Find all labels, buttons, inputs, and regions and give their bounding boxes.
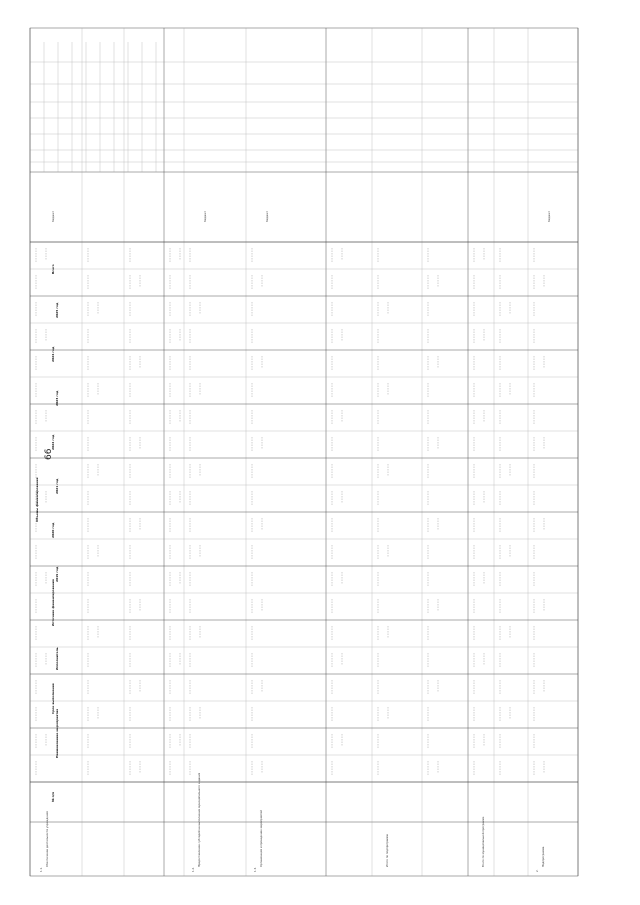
cell-value <box>36 653 46 667</box>
cell-value <box>252 680 262 694</box>
cell-value <box>332 329 342 343</box>
header-label: 2023 год <box>55 390 59 406</box>
cell-value <box>428 275 438 289</box>
cell-value <box>36 572 46 586</box>
cell-value <box>130 437 140 451</box>
header-label: Всего <box>51 264 55 274</box>
cell-value <box>534 275 544 289</box>
rotated-budget-table <box>24 22 584 882</box>
cell-value <box>500 464 510 478</box>
header-label: 2022 год <box>51 434 55 450</box>
cell-value <box>474 491 484 505</box>
cell-value <box>474 248 484 262</box>
cell-value <box>252 275 262 289</box>
row-source: бюджет <box>266 210 269 222</box>
row-source: бюджет <box>52 210 55 222</box>
header-label: Наименование мероприятия <box>55 708 59 758</box>
cell-value <box>190 302 200 316</box>
cell-value <box>474 653 484 667</box>
cell-value <box>36 734 46 748</box>
cell-value <box>534 356 544 370</box>
cell-value <box>190 626 200 640</box>
cell-value <box>428 599 438 613</box>
cell-value <box>252 518 262 532</box>
cell-value <box>378 545 388 559</box>
cell-value <box>170 653 180 667</box>
cell-value <box>428 437 438 451</box>
row-number: 1.1. <box>40 867 43 872</box>
cell-value <box>190 707 200 721</box>
cell-value <box>332 572 342 586</box>
cell-value <box>130 761 140 775</box>
cell-value <box>428 518 438 532</box>
cell-value <box>170 410 180 424</box>
header-label: 2024 год <box>51 346 55 362</box>
cell-value <box>474 410 484 424</box>
cell-value <box>378 626 388 640</box>
row-number: 2. <box>536 869 539 872</box>
cell-value <box>170 572 180 586</box>
cell-value <box>534 518 544 532</box>
row-name: Организация и проведение мероприятий <box>260 810 263 867</box>
cell-value <box>170 491 180 505</box>
cell-value <box>332 248 342 262</box>
cell-value <box>332 410 342 424</box>
cell-value <box>332 491 342 505</box>
row-name: Итого по подпрограмме <box>386 833 389 867</box>
cell-value <box>534 761 544 775</box>
cell-value <box>130 356 140 370</box>
cell-value <box>534 599 544 613</box>
cell-value <box>428 356 438 370</box>
cell-value <box>500 545 510 559</box>
cell-value <box>170 734 180 748</box>
page-number: 66 <box>44 448 54 460</box>
header-label: 2021 год <box>55 478 59 494</box>
cell-value <box>500 707 510 721</box>
row-name: Обеспечение деятельности учреждения <box>46 811 49 867</box>
cell-value <box>378 464 388 478</box>
row-number: 1.2. <box>192 867 195 872</box>
header-label: № п/п <box>51 792 55 802</box>
cell-value <box>88 302 98 316</box>
row-source: бюджет <box>204 210 207 222</box>
cell-value <box>378 302 388 316</box>
cell-value <box>474 734 484 748</box>
cell-value <box>88 545 98 559</box>
cell-value <box>36 329 46 343</box>
header-label: 2025 год <box>55 302 59 318</box>
header-label: Источник финансирования <box>51 579 55 626</box>
cell-value <box>130 275 140 289</box>
cell-value <box>88 464 98 478</box>
cell-value <box>252 437 262 451</box>
cell-value <box>378 707 388 721</box>
cell-value <box>500 626 510 640</box>
cell-value <box>534 437 544 451</box>
cell-value <box>252 761 262 775</box>
cell-value <box>88 626 98 640</box>
cell-value <box>130 599 140 613</box>
cell-value <box>500 383 510 397</box>
cell-value <box>378 383 388 397</box>
cell-value <box>474 572 484 586</box>
cell-value <box>428 761 438 775</box>
cell-value <box>130 518 140 532</box>
cell-value <box>500 302 510 316</box>
cell-value <box>88 383 98 397</box>
row-name: Всего по муниципальной программе <box>482 816 485 867</box>
row-number: 1.3. <box>254 867 257 872</box>
header-label: Исполнитель <box>55 647 59 670</box>
header-label: Срок выполнения <box>51 683 55 714</box>
cell-value <box>252 599 262 613</box>
cell-value <box>332 734 342 748</box>
cell-value <box>190 545 200 559</box>
table-title: Объемы финансирования <box>35 477 39 522</box>
cell-value <box>170 329 180 343</box>
cell-value <box>170 248 180 262</box>
header-label: 2019 год <box>55 566 59 582</box>
cell-value <box>190 383 200 397</box>
cell-value <box>130 680 140 694</box>
cell-value <box>428 680 438 694</box>
cell-value <box>534 680 544 694</box>
cell-value <box>190 464 200 478</box>
cell-value <box>474 329 484 343</box>
cell-value <box>252 356 262 370</box>
header-label: 2020 год <box>51 522 55 538</box>
cell-value <box>36 248 46 262</box>
cell-value <box>88 707 98 721</box>
row-name: Предоставление субсидий на выполнение муниципального задания <box>198 772 201 867</box>
row-name: Подпрограмма <box>542 846 545 867</box>
cell-value <box>36 410 46 424</box>
cell-value <box>332 653 342 667</box>
row-source: бюджет <box>548 210 551 222</box>
